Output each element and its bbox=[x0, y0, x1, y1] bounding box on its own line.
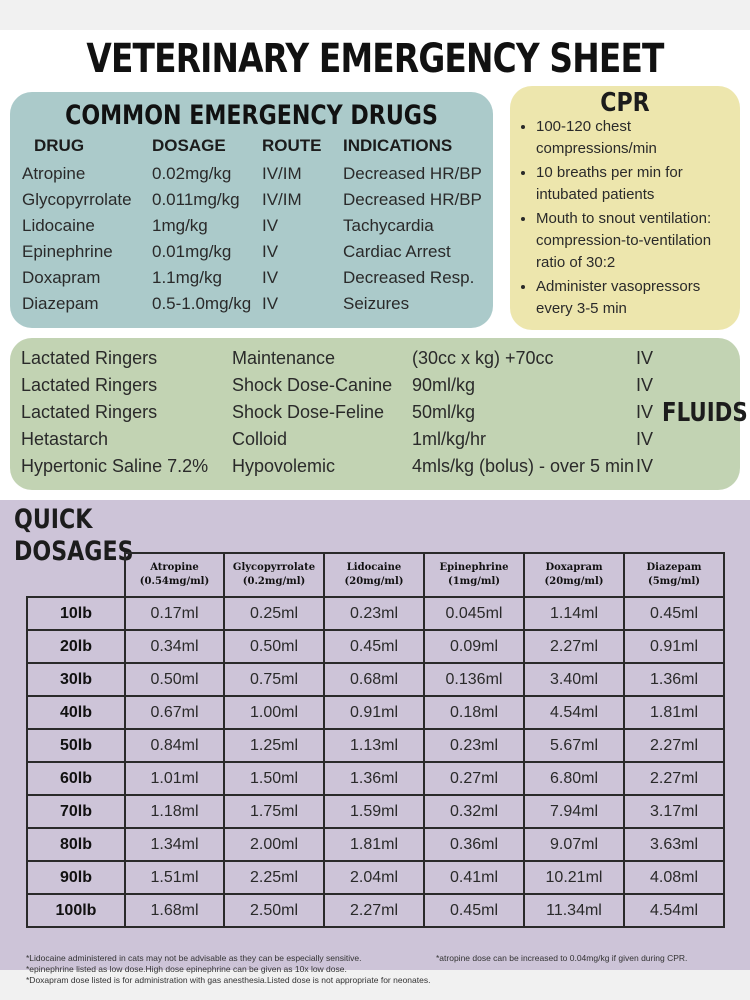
dose-cell: 0.32ml bbox=[424, 795, 524, 828]
dose-cell: 10.21ml bbox=[524, 861, 624, 894]
dose-cell: 2.27ml bbox=[624, 762, 724, 795]
dose-cell: 9.07ml bbox=[524, 828, 624, 861]
drug-concentration: (1mg/ml) bbox=[447, 576, 501, 587]
weight-cell: 10lb bbox=[27, 597, 125, 630]
footnote-right: *atropine dose can be increased to 0.04mg/kg if given during CPR. bbox=[436, 953, 688, 963]
dose-cell: 0.045ml bbox=[424, 597, 524, 630]
dose-cell: 0.17ml bbox=[125, 597, 224, 630]
dose-cell: 0.91ml bbox=[624, 630, 724, 663]
cpr-item: • Mouth to snout ventilation: compression-to-ventilation ratio of 30:2 bbox=[536, 208, 741, 274]
dose-cell: 11.34ml bbox=[524, 894, 624, 927]
cpr-panel bbox=[510, 86, 740, 330]
dosage-column-header bbox=[524, 553, 624, 597]
dose-cell: 2.04ml bbox=[324, 861, 424, 894]
dose-cell: 5.67ml bbox=[524, 729, 624, 762]
drug-cell: Tachycardia bbox=[343, 216, 434, 235]
dose-cell: 1.00ml bbox=[224, 696, 324, 729]
quick-dosages-section bbox=[0, 500, 750, 985]
drug-cell: 0.02mg/kg bbox=[152, 164, 232, 183]
dose-cell: 1.34ml bbox=[125, 828, 224, 861]
drug-concentration: (5mg/ml) bbox=[647, 576, 701, 587]
dose-cell: 4.54ml bbox=[624, 894, 724, 927]
drug-cell: Decreased HR/BP bbox=[343, 190, 482, 209]
drug-name: Atropine bbox=[150, 562, 199, 573]
dosage-row bbox=[27, 762, 724, 795]
drugs-column-header: INDICATIONS bbox=[343, 136, 453, 155]
footnote: *Lidocaine administered in cats may not be advisable as they can be especially sensitive. bbox=[26, 953, 362, 963]
fluids-panel bbox=[10, 338, 748, 490]
drug-name: Diazepam bbox=[646, 562, 702, 573]
fluid-cell: 1ml/kg/hr bbox=[412, 429, 487, 449]
dose-cell: 1.68ml bbox=[125, 894, 224, 927]
dose-cell: 3.40ml bbox=[524, 663, 624, 696]
dose-cell: 0.23ml bbox=[324, 597, 424, 630]
drugs-heading: COMMON EMERGENCY DRUGS bbox=[65, 100, 438, 131]
dosage-row bbox=[27, 828, 724, 861]
dose-cell: 1.13ml bbox=[324, 729, 424, 762]
dose-cell: 2.27ml bbox=[624, 729, 724, 762]
drug-cell: Seizures bbox=[343, 294, 410, 313]
drug-cell: 0.01mg/kg bbox=[152, 242, 232, 261]
drug-name: Glycopyrrolate bbox=[232, 562, 316, 573]
drug-concentration: (0.2mg/ml) bbox=[242, 576, 306, 587]
cpr-item: • 100-120 chest compressions/min bbox=[536, 116, 741, 160]
drug-cell: Atropine bbox=[22, 164, 86, 183]
dose-cell: 0.25ml bbox=[224, 597, 324, 630]
dose-cell: 0.75ml bbox=[224, 663, 324, 696]
drug-cell: 1.1mg/kg bbox=[152, 268, 222, 287]
drug-cell: Decreased HR/BP bbox=[343, 164, 482, 183]
drug-cell: Glycopyrrolate bbox=[22, 190, 132, 209]
dose-cell: 1.14ml bbox=[524, 597, 624, 630]
fluid-cell: Lactated Ringers bbox=[21, 402, 158, 422]
dose-cell: 0.36ml bbox=[424, 828, 524, 861]
dose-cell: 1.36ml bbox=[624, 663, 724, 696]
drug-cell: 1mg/kg bbox=[152, 216, 208, 235]
drug-name: Lidocaine bbox=[346, 562, 402, 573]
drug-name: Epinephrine bbox=[439, 562, 509, 573]
drug-cell: IV/IM bbox=[262, 164, 302, 183]
dosage-column-header bbox=[324, 553, 424, 597]
quick-title-line: DOSAGES bbox=[14, 536, 134, 567]
drug-concentration: (20mg/ml) bbox=[344, 576, 404, 587]
dosage-row bbox=[27, 630, 724, 663]
fluid-cell: Lactated Ringers bbox=[21, 348, 158, 368]
drug-cell: Lidocaine bbox=[22, 216, 95, 235]
fluid-cell: IV bbox=[636, 402, 654, 422]
dose-cell: 6.80ml bbox=[524, 762, 624, 795]
fluid-cell: 90ml/kg bbox=[412, 375, 476, 395]
fluid-cell: Shock Dose-Canine bbox=[232, 375, 393, 395]
fluid-cell: IV bbox=[636, 375, 654, 395]
fluid-cell: IV bbox=[636, 348, 654, 368]
dose-cell: 0.45ml bbox=[424, 894, 524, 927]
drug-concentration: (20mg/ml) bbox=[544, 576, 604, 587]
dose-cell: 2.00ml bbox=[224, 828, 324, 861]
dosage-row bbox=[27, 795, 724, 828]
dose-cell: 0.18ml bbox=[424, 696, 524, 729]
weight-cell: 20lb bbox=[27, 630, 125, 663]
cpr-heading: CPR bbox=[600, 88, 650, 118]
footnote: *epinephrine listed as low dose.High dose epinephrine can be given as 10x low dose. bbox=[26, 964, 347, 974]
cpr-item: • 10 breaths per min for intubated patients bbox=[536, 162, 741, 206]
fluid-cell: Maintenance bbox=[232, 348, 336, 368]
drugs-column-header: DRUG bbox=[34, 136, 85, 155]
dosage-column-header bbox=[224, 553, 324, 597]
fluid-cell: IV bbox=[636, 429, 654, 449]
weight-cell: 90lb bbox=[27, 861, 125, 894]
emergency-drugs-panel bbox=[10, 92, 493, 328]
dose-cell: 1.01ml bbox=[125, 762, 224, 795]
drug-cell: Epinephrine bbox=[22, 242, 113, 261]
drug-concentration: (0.54mg/ml) bbox=[139, 576, 210, 587]
header-blank-cell bbox=[27, 553, 125, 597]
fluid-cell: (30cc x kg) +70cc bbox=[412, 348, 554, 368]
dosage-column-header bbox=[624, 553, 724, 597]
weight-cell: 50lb bbox=[27, 729, 125, 762]
dose-cell: 7.94ml bbox=[524, 795, 624, 828]
dose-cell: 2.27ml bbox=[324, 894, 424, 927]
dose-cell: 1.50ml bbox=[224, 762, 324, 795]
dose-cell: 0.50ml bbox=[125, 663, 224, 696]
drug-name: Doxapram bbox=[545, 562, 603, 573]
dosage-row bbox=[27, 894, 724, 927]
dose-cell: 3.63ml bbox=[624, 828, 724, 861]
drug-cell: IV bbox=[262, 294, 279, 313]
fluid-cell: Hetastarch bbox=[21, 429, 109, 449]
fluid-cell: Hypovolemic bbox=[232, 456, 336, 476]
dose-cell: 3.17ml bbox=[624, 795, 724, 828]
footnote: *Doxapram dose listed is for administration with gas anesthesia.Listed dose is not appropriate for neonates. bbox=[26, 975, 431, 985]
dose-cell: 0.45ml bbox=[624, 597, 724, 630]
quick-title-line: QUICK bbox=[14, 504, 93, 535]
dosage-row bbox=[27, 663, 724, 696]
dosage-column-header bbox=[125, 553, 224, 597]
fluid-cell: 4mls/kg (bolus) - over 5 min bbox=[412, 456, 635, 476]
fluid-cell: IV bbox=[636, 456, 654, 476]
drug-cell: IV bbox=[262, 268, 279, 287]
weight-cell: 40lb bbox=[27, 696, 125, 729]
dose-cell: 0.23ml bbox=[424, 729, 524, 762]
footnotes-left bbox=[26, 953, 430, 986]
dose-cell: 0.41ml bbox=[424, 861, 524, 894]
dose-cell: 1.51ml bbox=[125, 861, 224, 894]
dose-cell: 1.25ml bbox=[224, 729, 324, 762]
emergency-sheet bbox=[0, 30, 750, 985]
dosage-column-header bbox=[424, 553, 524, 597]
dosage-row bbox=[27, 597, 724, 630]
drug-cell: Doxapram bbox=[22, 268, 101, 287]
cpr-list bbox=[518, 116, 741, 322]
fluids-label: FLUIDS bbox=[662, 398, 748, 428]
drug-cell: Cardiac Arrest bbox=[343, 242, 451, 261]
drug-cell: IV/IM bbox=[262, 190, 302, 209]
drug-cell: Diazepam bbox=[22, 294, 99, 313]
dose-cell: 0.09ml bbox=[424, 630, 524, 663]
weight-cell: 30lb bbox=[27, 663, 125, 696]
weight-cell: 100lb bbox=[27, 894, 125, 927]
weight-cell: 70lb bbox=[27, 795, 125, 828]
dosage-row bbox=[27, 729, 724, 762]
drug-cell: 0.5-1.0mg/kg bbox=[152, 294, 252, 313]
dose-cell: 0.27ml bbox=[424, 762, 524, 795]
dose-cell: 1.81ml bbox=[324, 828, 424, 861]
dosage-row bbox=[27, 696, 724, 729]
dose-cell: 0.67ml bbox=[125, 696, 224, 729]
dose-cell: 0.50ml bbox=[224, 630, 324, 663]
dose-cell: 1.18ml bbox=[125, 795, 224, 828]
dosage-row bbox=[27, 861, 724, 894]
fluid-cell: Shock Dose-Feline bbox=[232, 402, 385, 422]
dose-cell: 1.81ml bbox=[624, 696, 724, 729]
dose-cell: 0.136ml bbox=[424, 663, 524, 696]
weight-cell: 80lb bbox=[27, 828, 125, 861]
dose-cell: 1.59ml bbox=[324, 795, 424, 828]
drug-cell: 0.011mg/kg bbox=[152, 190, 240, 209]
weight-cell: 60lb bbox=[27, 762, 125, 795]
dose-cell: 0.34ml bbox=[125, 630, 224, 663]
dose-cell: 2.27ml bbox=[524, 630, 624, 663]
drug-cell: IV bbox=[262, 216, 279, 235]
dose-cell: 2.25ml bbox=[224, 861, 324, 894]
dose-cell: 1.36ml bbox=[324, 762, 424, 795]
fluid-cell: Lactated Ringers bbox=[21, 375, 158, 395]
fluid-cell: Hypertonic Saline 7.2% bbox=[21, 456, 209, 476]
dose-cell: 4.08ml bbox=[624, 861, 724, 894]
dose-cell: 0.91ml bbox=[324, 696, 424, 729]
dose-cell: 2.50ml bbox=[224, 894, 324, 927]
drug-cell: Decreased Resp. bbox=[343, 268, 475, 287]
dose-cell: 0.68ml bbox=[324, 663, 424, 696]
dose-cell: 0.45ml bbox=[324, 630, 424, 663]
fluid-cell: 50ml/kg bbox=[412, 402, 476, 422]
fluid-cell: Colloid bbox=[232, 429, 288, 449]
dose-cell: 1.75ml bbox=[224, 795, 324, 828]
dose-cell: 0.84ml bbox=[125, 729, 224, 762]
cpr-item: • Administer vasopressors every 3-5 min bbox=[536, 276, 741, 320]
sheet-title: VETERINARY EMERGENCY SHEET bbox=[86, 36, 664, 82]
dose-cell: 4.54ml bbox=[524, 696, 624, 729]
drugs-column-header: ROUTE bbox=[262, 136, 322, 155]
quick-dosages-table bbox=[26, 552, 725, 928]
drugs-column-header: DOSAGE bbox=[152, 136, 226, 155]
drug-cell: IV bbox=[262, 242, 279, 261]
